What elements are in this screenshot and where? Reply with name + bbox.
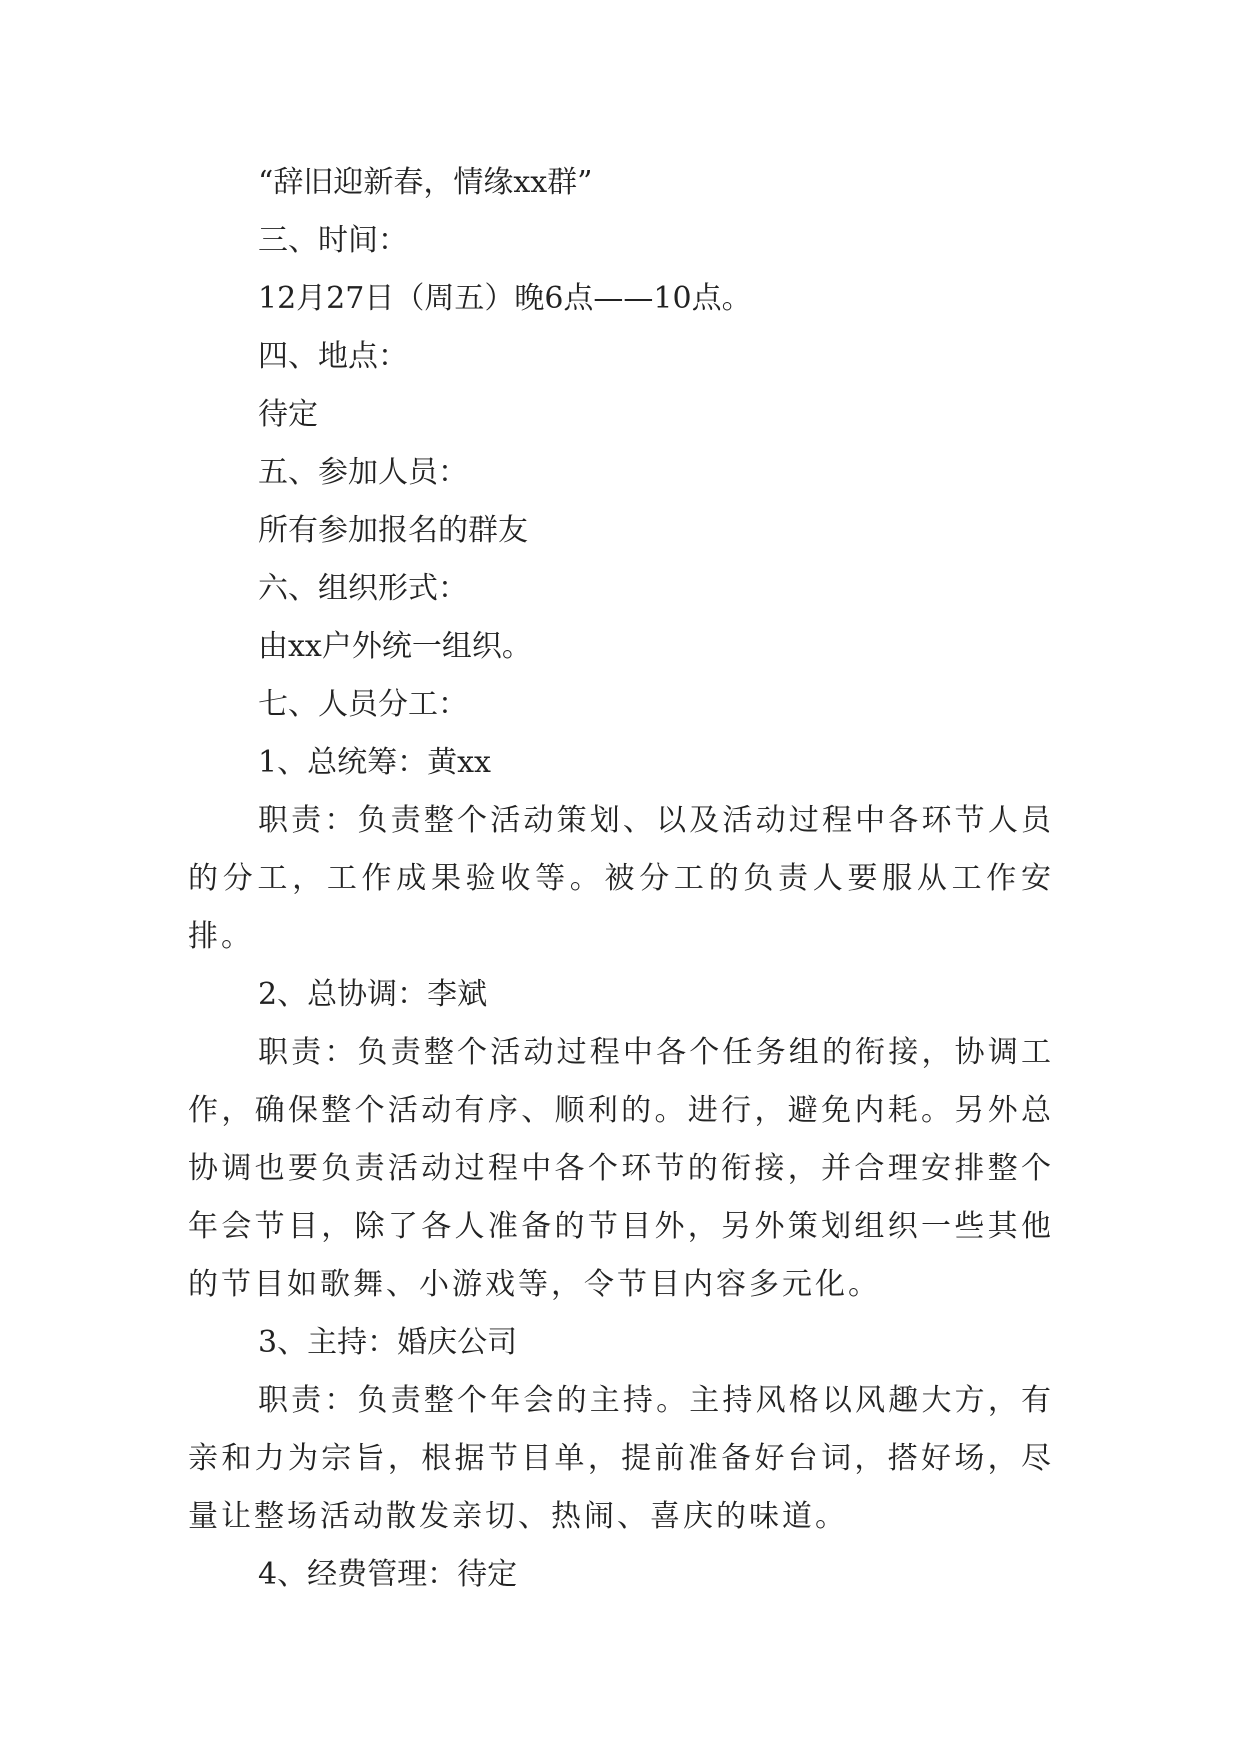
role-2-duty: 职责：负责整个活动过程中各个任务组的衔接，协调工作，确保整个活动有序、顺利的。进行，避免内耗。另外总协调也要负责活动过程中各个环节的衔接，并合理安排整个年会节目，除了各人准备的节目外，另外策划组织一些其他的节目如歌舞、小游戏等，令节目内容多元化。 xyxy=(188,1035,1054,1302)
role-1-duty: 职责：负责整个活动策划、以及活动过程中各环节人员的分工，工作成果验收等。被分工的负责人要服从工作安排。 xyxy=(188,803,1054,954)
role-2-title: 2、总协调：李斌 xyxy=(258,977,488,1012)
section-location-text: 待定 xyxy=(258,397,318,432)
role-4-title: 4、经费管理：待定 xyxy=(258,1557,518,1592)
section-organization-heading: 六、组织形式： xyxy=(258,571,468,606)
section-participants-text: 所有参加报名的群友 xyxy=(258,513,528,548)
section-participants-heading: 五、参加人员： xyxy=(258,455,468,490)
role-3-title: 3、主持：婚庆公司 xyxy=(258,1325,518,1360)
event-slogan: “辞旧迎新春，情缘xx群” xyxy=(258,165,593,200)
document-body xyxy=(188,154,1054,1604)
section-location-heading: 四、地点： xyxy=(258,339,408,374)
section-time-text: 12月27日（周五）晚6点——10点。 xyxy=(258,281,752,316)
role-3-duty: 职责：负责整个年会的主持。主持风格以风趣大方，有亲和力为宗旨，根据节目单，提前准备好台词，搭好场，尽量让整场活动散发亲切、热闹、喜庆的味道。 xyxy=(188,1383,1054,1534)
role-1-title: 1、总统筹：黄xx xyxy=(258,745,491,780)
section-organization-text: 由xx户外统一组织。 xyxy=(258,629,532,664)
section-time-heading: 三、时间： xyxy=(258,223,408,258)
section-roles-heading: 七、人员分工： xyxy=(258,687,468,722)
